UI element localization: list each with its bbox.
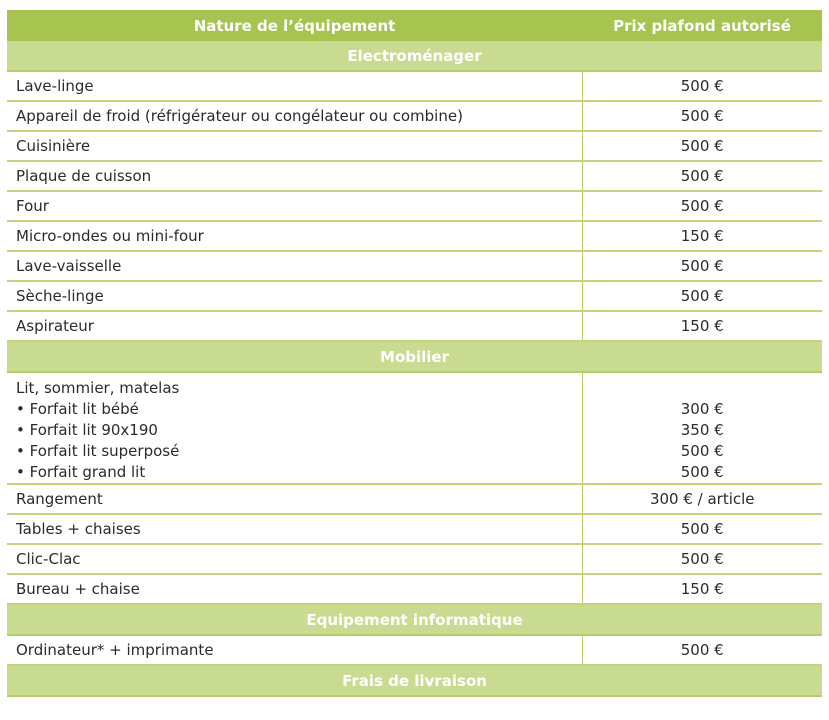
table-row: [7, 131, 822, 161]
bed-names: [7, 372, 582, 484]
item-name: Micro-ondes ou mini-four: [7, 221, 582, 251]
section-frais-de-livraison: [7, 665, 822, 696]
item-price: 500 €: [582, 281, 822, 311]
bed-option-price: 500 €: [680, 463, 724, 481]
section-title: Frais de livraison: [7, 665, 822, 696]
item-price: 300 € / article: [582, 484, 822, 514]
table-row: [7, 574, 822, 604]
bed-option-price: 500 €: [680, 442, 724, 460]
bed-option-name: • Forfait lit 90x190: [16, 421, 158, 439]
section-title: Mobilier: [7, 341, 822, 372]
header-nature: Nature de l’équipement: [7, 10, 582, 41]
item-name: Clic-Clac: [7, 544, 582, 574]
bed-option-name: • Forfait lit superposé: [16, 442, 180, 460]
section-title: Electroménager: [7, 41, 822, 71]
item-price: 150 €: [582, 221, 822, 251]
table-row: [7, 71, 822, 101]
item-name: Plaque de cuisson: [7, 161, 582, 191]
section-electromenager: [7, 41, 822, 71]
item-price: 500 €: [582, 514, 822, 544]
section-mobilier: [7, 341, 822, 372]
item-price: 150 €: [582, 311, 822, 341]
table-row: [7, 161, 822, 191]
table-row: [7, 484, 822, 514]
bed-title: Lit, sommier, matelas: [16, 379, 180, 397]
table-row-bed: [7, 372, 822, 484]
item-name: Cuisinière: [7, 131, 582, 161]
section-title: Equipement informatique: [7, 604, 822, 635]
item-name: Lave-linge: [7, 71, 582, 101]
table-row: [7, 101, 822, 131]
bed-option-price: 300 €: [680, 400, 724, 418]
bed-prices: [582, 372, 822, 484]
table-row: [7, 311, 822, 341]
item-name: Bureau + chaise: [7, 574, 582, 604]
table-row: [7, 251, 822, 281]
item-price: 500 €: [582, 131, 822, 161]
item-price: 150 €: [582, 574, 822, 604]
table-header-row: [7, 10, 822, 41]
section-equipement-informatique: [7, 604, 822, 635]
table-row: [7, 544, 822, 574]
item-name: Appareil de froid (réfrigérateur ou congélateur ou combine): [7, 101, 582, 131]
bed-option-price: 350 €: [680, 421, 724, 439]
item-price: 500 €: [582, 544, 822, 574]
item-price: 500 €: [582, 635, 822, 665]
table-row: [7, 635, 822, 665]
item-name: Sèche-linge: [7, 281, 582, 311]
bed-option-name: • Forfait lit bébé: [16, 400, 139, 418]
table-row: [7, 514, 822, 544]
table-row: [7, 221, 822, 251]
item-price: 500 €: [582, 161, 822, 191]
item-name: Four: [7, 191, 582, 221]
item-name: Aspirateur: [7, 311, 582, 341]
item-name: Tables + chaises: [7, 514, 582, 544]
bed-option-name: • Forfait grand lit: [16, 463, 146, 481]
table-row: [7, 281, 822, 311]
item-name: Rangement: [7, 484, 582, 514]
table-row: [7, 191, 822, 221]
price-ceiling-table: [7, 10, 822, 697]
item-price: 500 €: [582, 191, 822, 221]
item-price: 500 €: [582, 101, 822, 131]
item-name: Lave-vaisselle: [7, 251, 582, 281]
item-price: 500 €: [582, 251, 822, 281]
header-prix: Prix plafond autorisé: [582, 10, 822, 41]
item-name: Ordinateur* + imprimante: [7, 635, 582, 665]
item-price: 500 €: [582, 71, 822, 101]
